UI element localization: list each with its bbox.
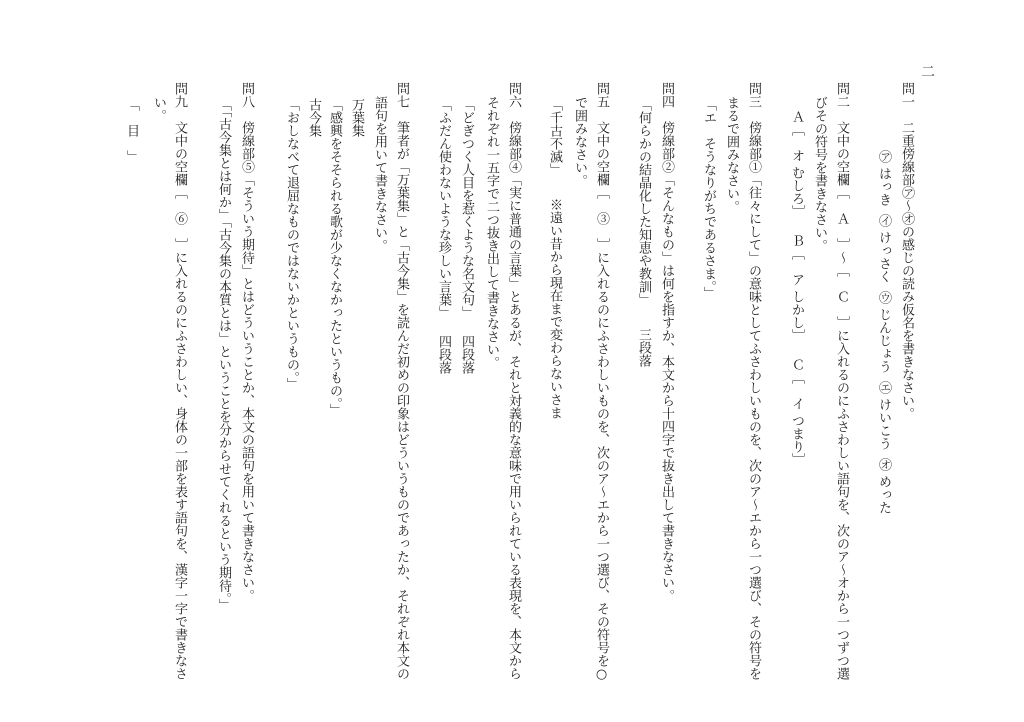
q2-answer: Ｂ［ ア しかし］ xyxy=(789,234,804,343)
q2-prompt-line2: びその符号を書きなさい。 xyxy=(812,96,827,252)
page-number: 二 xyxy=(919,64,935,78)
q7-prompt-line1: 問七 筆者が「万葉集」と「古今集」を読んだ初めの印象はどういうものであったか、それぞれ本文の xyxy=(394,82,409,680)
q6-answer: 「ふだん使わないような珍しい言葉」 xyxy=(436,98,451,319)
q6-prompt-line1: 問六 傍線部④「実に普通の言葉」とあるが、それと対義的な意味で用いられている表現を、本文から xyxy=(506,82,521,680)
q1-answer-reading: めった xyxy=(876,475,891,514)
q2-answers xyxy=(788,110,804,466)
q2-answer: Ｃ［ イ つまり］ xyxy=(789,358,804,467)
q3-answer: 「エ そうなりがちであるさま。」 xyxy=(701,98,716,300)
q5-answer: 「千古不滅」 xyxy=(547,98,562,176)
q4-prompt: 問四 傍線部②「そんなもの」は何を指すか、本文から十四字で抜き出して書きなさい。 xyxy=(659,82,674,602)
q7-prompt-line2: 語句を用いて書きなさい。 xyxy=(372,96,387,252)
q6-location: 四段落 xyxy=(436,335,451,374)
q9-answer: 「 目 」 xyxy=(124,98,139,163)
q1-answers xyxy=(875,150,891,514)
q2-prompt-line1: 問二 文中の空欄［ Ａ ］～［ Ｃ ］に入れるのにふさわしい語句を、次のア～オから一つずつ選 xyxy=(834,82,849,680)
q5-prompt-line2: で囲みなさい。 xyxy=(572,96,587,187)
q4-answer: 「何らかの結晶化した知恵や教訓」 xyxy=(636,98,651,306)
q6-location: 四段落 xyxy=(459,335,474,374)
q6-answer: 「どぎつく人目を惹くような名文句」 xyxy=(459,98,474,319)
q7-answer-label: 万葉集 xyxy=(349,98,364,137)
q8-prompt: 問八 傍線部⑤「そういう期待」とはどういうことか、本文の語句を用いて書きなさい。 xyxy=(239,82,254,602)
q1-answer-reading: じんじょう xyxy=(876,308,891,373)
q1-answer-mark: ㋑ xyxy=(876,214,891,227)
q4-answer-line xyxy=(635,98,651,367)
q3-prompt-line2: まるで囲みなさい。 xyxy=(724,96,739,213)
q6-prompt-line2: それぞれ一五字で二つ抜き出して書きなさい。 xyxy=(484,96,499,369)
q1-answer-reading: けっさく xyxy=(876,231,891,283)
q1-answer-reading: はっき xyxy=(876,167,891,206)
q3-prompt-line1: 問三 傍線部①「往々にして」の意味としてふさわしいものを、次のア～エから一つ選び、その符号を xyxy=(746,82,761,680)
q1-answer-mark: ㋓ xyxy=(876,381,891,394)
q6-answer-line xyxy=(435,98,451,374)
q7-answer: 「おしなべて退屈なものではないかというもの。」 xyxy=(284,98,299,391)
q8-answer: 「「古今集とは何か」「古今集の本質とは」ということを分からせてくれるという期待。」 xyxy=(216,98,231,612)
q9-prompt-line1: 問九 文中の空欄［ ⑥ ］に入れるのにふさわしい、身体の一部を表す語句を、漢字一字で書きなさ xyxy=(172,82,187,680)
q6-answer-line xyxy=(458,98,474,374)
q1-prompt: 問一 二重傍線部㋐～㋔の感じの読み仮名を書きなさい。 xyxy=(899,82,914,420)
q5-note: ※遠い昔から現在まで変わらないさま xyxy=(547,198,562,419)
q7-answer-label: 古今集 xyxy=(306,98,321,137)
q1-answer-reading: けいこう xyxy=(876,398,891,450)
q2-answer: Ａ［ オ むしろ］ xyxy=(789,110,804,219)
q5-prompt-line1: 問五 文中の空欄［ ③ ］に入れるのにふさわしいものを、次のア～エから一つ選び、その符号を○ xyxy=(594,82,609,682)
q4-location: 三段落 xyxy=(636,328,651,367)
q9-prompt-line2: い。 xyxy=(151,96,166,122)
q5-answer-line xyxy=(546,98,562,419)
q1-answer-mark: ㋐ xyxy=(876,150,891,163)
q1-answer-mark: ㋔ xyxy=(876,458,891,471)
q7-answer: 「感興をそそられる歌が少なくなかったというもの。」 xyxy=(327,98,342,417)
q1-answer-mark: ㋒ xyxy=(876,291,891,304)
